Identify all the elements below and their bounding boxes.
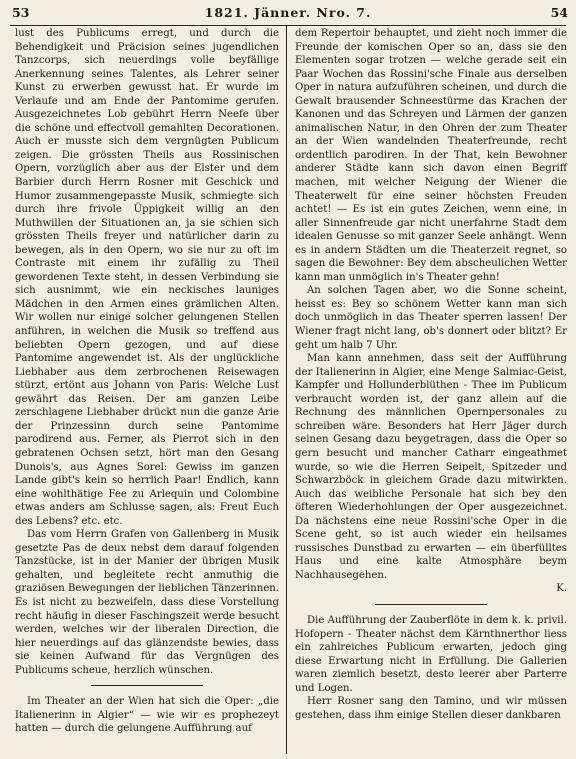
left-paragraph-3: Im Theater an der Wien hat sich die Oper: „die Italienerinn in Algier“ — wie wir es prophezeyt hatten — durch die gelungene Aufführung auf [15, 696, 279, 735]
section-divider-left [91, 685, 203, 686]
right-paragraph-1: dem Repertoir behauptet, und zieht noch immer die Freunde der komischen Oper so an, dass sie den Elementen sogar trotzen — welche gerade seit ein Paar Wochen das Rossini'sche Finale aus derselben Oper in natura aufzuführen scheinen, und durch die Gewalt brausender Schneestürme das Krachen der Kanonen und das Schreyen und Lärmen der ganzen animalischen Natur, in den Ohren der zum Theater an der Wien wandelnden Theaterfreunde, recht ordentlich parodiren. In der That, kein Bewohner anderer Städte kann sich davon einen Begriff machen, mit welcher Neigung der Wiener die Theaterwelt für eine seiner höchsten Freuden achtet! — Es ist ein gutes Zeichen, wenn eine, in aller Sinnenfreude gar nicht unerfahrne Stadt dem idealen Genusse so mit ganzer Seele anhängt. Wenn es in andern Städten um die Theaterzeit regnet, so sagen die Bewohner: Bey dem abscheulichen Wetter kann man unmöglich in's Theater gehn! [295, 28, 567, 283]
section-divider-right [375, 604, 487, 605]
author-signature: K. [556, 583, 567, 595]
right-paragraph-5: Herr Rosner sang den Tamino, und wir müssen gestehen, dass ihm einige Stellen dieser dankbaren [295, 696, 567, 721]
page-number-right: 54 [550, 5, 568, 20]
header-rule [10, 25, 566, 26]
right-column [295, 27, 567, 722]
left-paragraph-1: lust des Publicums erregt, und durch die Behendigkeit und Präcision seines jugendlichen Tanzcorps, sich neuerdings volle beyfällige Anerkennung seines Talentes, als Lehrer seiner Kunst zu erwerben gewusst hat. Er wurde im Verlaufe und am Ende der Pantomime gerufen. Ausgezeichnetes Lob gebührt Herrn Neefe über die schöne und effectvoll gemahlten Decorationen. Auch er musste sich dem vergnügten Publicum zeigen. Die grössten Theils aus Rossinischen Opern, vorzüglich aber aus der Elster und dem Barbier durch Herrn Rosner mit Geschick und Humor zusammengepasste Musik, schmiegte sich durch ihre frivole Üppigkeit willig an den Muthwillen der Situationen an, ja sie schien sich grössten Theils freyer und natürlicher darin zu bewegen, als in den Opern, wo sie nur zu oft im Contraste mit einem ihr zufällig zu Theil gewordenen Texte steht, in dessen Verbindung sie sich ausnimmt, wie ein neckisches launiges Mädchen in den Armen eines grämlichen Alten. Wir wollen nur einige solcher gelungenen Stellen anführen, in welchen die Musik so treffend aus beliebten Opern gezogen, und auf diese Pantomime angewendet ist. Als der unglückliche Liebhaber aus dem zerbrochenen Reisewagen stürzt, ertönt aus Johann von Paris: Welche Lust gewährt das Reisen. Der am ganzen Leibe zerschlagene Liebhaber drückt nun die ganze Arie der Prinzessinn durch seine Pantomime parodirend aus. Ferner, als Pierrot sich in den gebratenen Ochsen setzt, hört man den Gesang Dunois's, aus Agnes Sorel: Gewiss im ganzen Lande gibt's kein so herrlich Paar! Endlich, kann eine wohlthätige Fee zu Arlequin und Colombine etwas anders am Schlusse sagen, als: Freut Euch des Lebens? etc. etc. [15, 28, 279, 527]
issue-date-title: 1821. Jänner. Nro. 7. [204, 5, 372, 20]
page-number-left: 53 [12, 5, 30, 20]
right-paragraph-3: Man kann annehmen, dass seit der Aufführung der Italienerinn in Algier, eine Menge Salmiac-Geist, Kampfer und Hollunderblüthen - Thee im Publicum verbraucht worden ist, der ganz allein auf die Rechnung des männlichen Opernpersonales zu schreiben wäre. Besonders hat Herr Jäger durch seinen Gesang dazu beygetragen, dass die Oper so gern besucht und mancher Catharr eingeathmet wurde, so wie die Herren Seipelt, Spitzeder und Schwarzböck in gleichem Grade dazu mitwirkten. Auch das weibliche Personale hat sich bey den öfteren Wiederhohlungen der Oper ausgezeichnet. Da nächstens eine neue Rossini'sche Oper in die Scene geht, so ist auch wieder ein heilsames russisches Dunstbad zu erwarten — ein überfülltes Haus und eine kalte Atmosphäre beym Nachhausegehen. [295, 353, 567, 581]
right-paragraph-4: Die Aufführung der Zauberflöte in dem k. k. privil. Hofopern - Theater nächst dem Kärnthnerthor liess ein zahlreiches Publicum erwarten, jedoch ging diese Erwartung nicht in Erfüllung. Die Gallerien waren ziemlich besetzt, desto leerer aber Parterre und Logen. [295, 614, 567, 694]
left-column [15, 27, 279, 736]
right-paragraph-2: An solchen Tagen aber, wo die Sonne scheint, heisst es: Bey so schönem Wetter kann man sich doch unmöglich in das Theater sperren lassen! Der Wiener fragt nicht lang, ob's donnert oder blitzt? Er geht um halb 7 Uhr. [295, 285, 567, 351]
left-paragraph-2: Das vom Herrn Grafen von Gallenberg in Musik gesetzte Pas de deux nebst dem darauf folgenden Tanzstücke, ist in der Manier der übrigen Musik gehalten, und begleitete recht anmuthig die graziösen Bewegungen der lieblichen Tänzerinnen. Es ist nicht zu bezweifeln, dass diese Vorstellung recht häufig in dieser Faschingszeit werde besucht werden, welches wir der liberalen Direction, die hier neuerdings auf das glänzendste bewies, dass sie keinen Aufwand für das Vergnügen des Publicums scheue, herzlich wünschen. [15, 529, 279, 676]
column-divider [286, 26, 287, 754]
page-header [0, 2, 576, 24]
